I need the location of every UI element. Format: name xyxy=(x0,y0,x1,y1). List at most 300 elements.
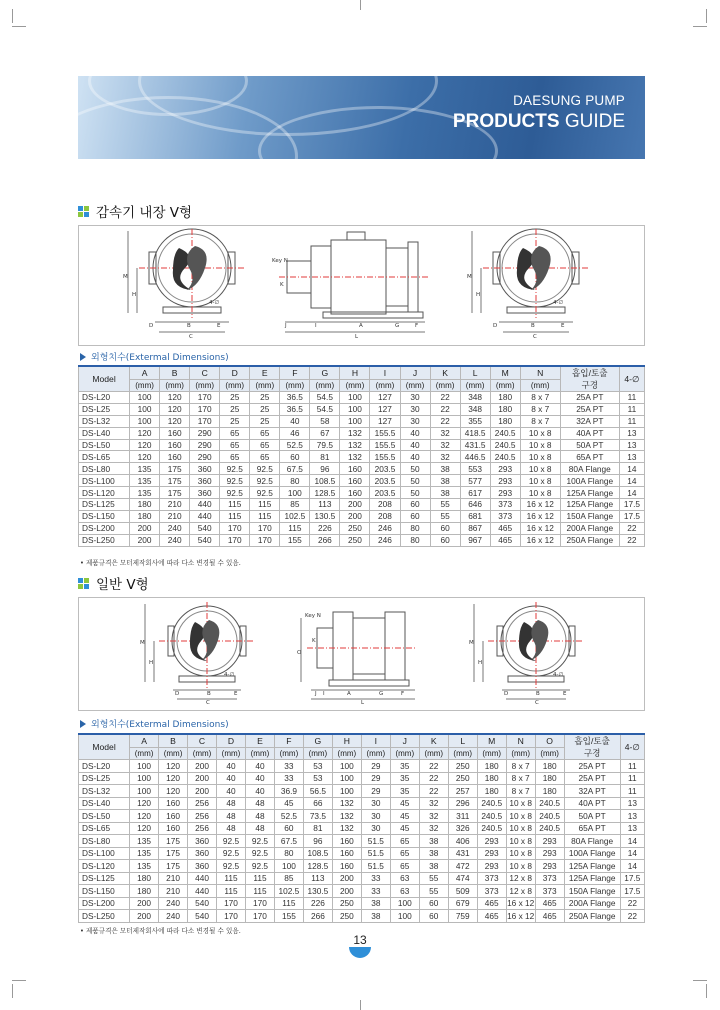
value-cell: 135 xyxy=(130,463,160,475)
value-cell: 40 xyxy=(245,760,274,773)
value-cell: 293 xyxy=(490,463,520,475)
value-cell: 180 xyxy=(477,785,506,798)
value-cell: 135 xyxy=(130,487,160,499)
value-cell: 25A PT xyxy=(560,403,619,415)
unit-header: (mm) xyxy=(130,379,160,391)
value-cell: 50 xyxy=(400,487,430,499)
value-cell: 128.5 xyxy=(310,487,340,499)
svg-text:H: H xyxy=(149,660,154,666)
value-cell: 203.5 xyxy=(370,475,400,487)
value-cell: 180 xyxy=(477,760,506,773)
pump-diagram xyxy=(78,597,645,711)
value-cell: 100 xyxy=(390,910,419,923)
svg-text:M: M xyxy=(123,274,128,280)
value-cell: 46 xyxy=(280,427,310,439)
value-cell: 360 xyxy=(188,835,217,848)
value-cell: 11 xyxy=(620,785,644,798)
value-cell: 36.5 xyxy=(280,403,310,415)
value-cell: 472 xyxy=(448,860,477,873)
pump-diagram xyxy=(78,225,645,346)
crop-mark xyxy=(12,980,26,981)
value-cell: 160 xyxy=(160,427,190,439)
value-cell: 125A Flange xyxy=(560,487,619,499)
column-header: O xyxy=(535,734,564,747)
value-cell: 17.5 xyxy=(620,885,644,898)
value-cell: 22 xyxy=(430,415,460,427)
value-cell: 14 xyxy=(620,860,644,873)
value-cell: 246 xyxy=(370,522,400,534)
column-header: C xyxy=(188,734,217,747)
unit-header: (mm) xyxy=(250,379,280,391)
svg-text:I: I xyxy=(323,691,325,697)
crop-mark xyxy=(360,0,361,10)
value-cell: 38 xyxy=(361,897,390,910)
value-cell: 132 xyxy=(340,451,370,463)
value-cell: 208 xyxy=(370,499,400,511)
value-cell: 14 xyxy=(619,475,644,487)
table-row xyxy=(79,403,645,415)
value-cell: 35 xyxy=(390,772,419,785)
column-header: C xyxy=(190,366,220,379)
value-cell: 373 xyxy=(477,885,506,898)
value-cell: 80 xyxy=(274,847,303,860)
model-cell: DS-L40 xyxy=(79,797,130,810)
crop-mark xyxy=(693,26,707,27)
value-cell: 465 xyxy=(477,910,506,923)
column-header: M xyxy=(490,366,520,379)
svg-text:K: K xyxy=(312,638,316,644)
unit-header: (mm) xyxy=(303,747,332,759)
svg-text:E: E xyxy=(217,323,221,329)
value-cell: 120 xyxy=(160,415,190,427)
value-cell: 120 xyxy=(130,451,160,463)
value-cell: 36.9 xyxy=(274,785,303,798)
table-row xyxy=(79,822,645,835)
table-row xyxy=(79,499,645,511)
value-cell: 170 xyxy=(220,522,250,534)
value-cell: 440 xyxy=(188,872,217,885)
value-cell: 100A Flange xyxy=(564,847,620,860)
value-cell: 60 xyxy=(280,451,310,463)
svg-text:G: G xyxy=(379,691,384,697)
value-cell: 16 x 12 xyxy=(520,534,560,546)
value-cell: 120 xyxy=(130,439,160,451)
value-cell: 170 xyxy=(190,403,220,415)
value-cell: 55 xyxy=(430,499,460,511)
value-cell: 115 xyxy=(245,872,274,885)
value-cell: 45 xyxy=(390,810,419,823)
page-number: 13 xyxy=(353,933,367,947)
footnote: • 제품규격은 모터제작회사에 따라 다소 변경될 수 있음. xyxy=(80,559,241,567)
value-cell: 127 xyxy=(370,403,400,415)
column-header: J xyxy=(400,366,430,379)
table-row xyxy=(79,835,645,848)
unit-header: (mm) xyxy=(190,379,220,391)
value-cell: 100 xyxy=(130,785,159,798)
value-cell: 170 xyxy=(250,534,280,546)
brand-name: DAESUNG PUMP xyxy=(513,93,625,108)
value-cell: 180 xyxy=(130,499,160,511)
value-cell: 175 xyxy=(159,835,188,848)
value-cell: 100 xyxy=(340,403,370,415)
value-cell: 65 xyxy=(220,427,250,439)
value-cell: 132 xyxy=(332,810,361,823)
value-cell: 10 x 8 xyxy=(506,847,535,860)
value-cell: 160 xyxy=(332,847,361,860)
value-cell: 13 xyxy=(619,427,644,439)
value-cell: 293 xyxy=(490,487,520,499)
value-cell: 100 xyxy=(332,785,361,798)
value-cell: 22 xyxy=(419,785,448,798)
column-header: K xyxy=(419,734,448,747)
value-cell: 55 xyxy=(419,885,448,898)
value-cell: 180 xyxy=(490,415,520,427)
unit-header: (mm) xyxy=(520,379,560,391)
value-cell: 293 xyxy=(490,475,520,487)
value-cell: 113 xyxy=(303,872,332,885)
value-cell: 180 xyxy=(477,772,506,785)
value-cell: 40 xyxy=(280,415,310,427)
model-cell: DS-L50 xyxy=(79,810,130,823)
value-cell: 115 xyxy=(250,499,280,511)
value-cell: 48 xyxy=(245,797,274,810)
value-cell: 160 xyxy=(332,860,361,873)
unit-header: (mm) xyxy=(159,747,188,759)
svg-text:E: E xyxy=(234,691,238,697)
value-cell: 160 xyxy=(160,451,190,463)
column-header: L xyxy=(448,734,477,747)
section-title: 일반 V형 xyxy=(78,573,149,593)
svg-text:D: D xyxy=(493,323,498,329)
value-cell: 60 xyxy=(274,822,303,835)
value-cell: 180 xyxy=(490,392,520,404)
value-cell: 10 x 8 xyxy=(520,427,560,439)
value-cell: 10 x 8 xyxy=(520,463,560,475)
value-cell: 40 xyxy=(217,785,246,798)
header-banner xyxy=(78,76,645,159)
value-cell: 40 xyxy=(245,772,274,785)
value-cell: 65 xyxy=(390,835,419,848)
value-cell: 48 xyxy=(245,822,274,835)
value-cell: 240.5 xyxy=(490,427,520,439)
crop-mark xyxy=(12,26,26,27)
value-cell: 8 x 7 xyxy=(520,392,560,404)
value-cell: 14 xyxy=(619,487,644,499)
table-row xyxy=(79,760,645,773)
value-cell: 51.5 xyxy=(361,860,390,873)
value-cell: 293 xyxy=(535,847,564,860)
value-cell: 22 xyxy=(619,534,644,546)
unit-header: (mm) xyxy=(280,379,310,391)
value-cell: 38 xyxy=(430,463,460,475)
value-cell: 465 xyxy=(490,534,520,546)
value-cell: 8 x 7 xyxy=(520,403,560,415)
value-cell: 155 xyxy=(280,534,310,546)
value-cell: 170 xyxy=(245,897,274,910)
value-cell: 293 xyxy=(535,860,564,873)
svg-text:L: L xyxy=(355,334,359,340)
crop-mark xyxy=(706,984,707,998)
value-cell: 293 xyxy=(477,835,506,848)
model-cell: DS-L25 xyxy=(79,772,130,785)
value-cell: 160 xyxy=(340,475,370,487)
value-cell: 250A Flange xyxy=(560,534,619,546)
value-cell: 577 xyxy=(460,475,490,487)
triangle-icon xyxy=(80,720,86,728)
svg-text:H: H xyxy=(476,292,481,298)
svg-text:H: H xyxy=(478,660,483,666)
page-tab xyxy=(349,947,371,958)
svg-text:F: F xyxy=(415,323,419,329)
table-row xyxy=(79,885,645,898)
value-cell: 250 xyxy=(340,534,370,546)
value-cell: 418.5 xyxy=(460,427,490,439)
value-cell: 293 xyxy=(535,835,564,848)
triangle-icon xyxy=(80,353,86,361)
value-cell: 17.5 xyxy=(620,872,644,885)
value-cell: 240.5 xyxy=(477,797,506,810)
value-cell: 50A PT xyxy=(560,439,619,451)
value-cell: 155 xyxy=(274,910,303,923)
value-cell: 36.5 xyxy=(280,392,310,404)
value-cell: 360 xyxy=(188,847,217,860)
value-cell: 210 xyxy=(159,872,188,885)
value-cell: 967 xyxy=(460,534,490,546)
value-cell: 465 xyxy=(477,897,506,910)
svg-text:Key N: Key N xyxy=(272,258,288,264)
value-cell: 540 xyxy=(190,522,220,534)
value-cell: 53 xyxy=(303,772,332,785)
value-cell: 35 xyxy=(390,760,419,773)
table-row xyxy=(79,463,645,475)
value-cell: 120 xyxy=(130,822,159,835)
model-cell: DS-L50 xyxy=(79,439,130,451)
value-cell: 150A Flange xyxy=(560,510,619,522)
model-cell: DS-L120 xyxy=(79,487,130,499)
value-cell: 67.5 xyxy=(280,463,310,475)
value-cell: 120 xyxy=(130,427,160,439)
value-cell: 465 xyxy=(535,897,564,910)
column-header: D xyxy=(217,734,246,747)
column-header: B xyxy=(160,366,190,379)
table-row xyxy=(79,427,645,439)
unit-header: (mm) xyxy=(477,747,506,759)
model-header: Model xyxy=(79,366,130,392)
value-cell: 240.5 xyxy=(477,822,506,835)
value-cell: 50A PT xyxy=(564,810,620,823)
value-cell: 290 xyxy=(190,427,220,439)
value-cell: 200 xyxy=(332,885,361,898)
value-cell: 32A PT xyxy=(560,415,619,427)
value-cell: 22 xyxy=(430,403,460,415)
value-cell: 120 xyxy=(159,772,188,785)
value-cell: 100 xyxy=(130,760,159,773)
value-cell: 240.5 xyxy=(535,810,564,823)
value-cell: 48 xyxy=(217,810,246,823)
value-cell: 100 xyxy=(390,897,419,910)
value-cell: 96 xyxy=(303,835,332,848)
value-cell: 11 xyxy=(619,403,644,415)
value-cell: 474 xyxy=(448,872,477,885)
value-cell: 10 x 8 xyxy=(506,835,535,848)
svg-text:A: A xyxy=(359,323,363,329)
value-cell: 155.5 xyxy=(370,439,400,451)
value-cell: 240.5 xyxy=(490,439,520,451)
value-cell: 22 xyxy=(430,392,460,404)
column-header: E xyxy=(245,734,274,747)
value-cell: 60 xyxy=(430,534,460,546)
value-cell: 65 xyxy=(220,451,250,463)
svg-text:M: M xyxy=(140,640,145,646)
value-cell: 13 xyxy=(620,822,644,835)
value-cell: 240.5 xyxy=(477,810,506,823)
value-cell: 240 xyxy=(159,910,188,923)
svg-text:H: H xyxy=(132,292,137,298)
value-cell: 266 xyxy=(310,534,340,546)
value-cell: 250 xyxy=(340,522,370,534)
value-cell: 32 xyxy=(430,427,460,439)
value-cell: 373 xyxy=(535,885,564,898)
model-cell: DS-L100 xyxy=(79,475,130,487)
value-cell: 296 xyxy=(448,797,477,810)
model-cell: DS-L125 xyxy=(79,499,130,511)
value-cell: 240 xyxy=(160,534,190,546)
unit-header: (mm) xyxy=(130,747,159,759)
value-cell: 65 xyxy=(390,847,419,860)
value-cell: 30 xyxy=(400,392,430,404)
value-cell: 256 xyxy=(188,810,217,823)
unit-header: (mm) xyxy=(430,379,460,391)
value-cell: 92.5 xyxy=(220,463,250,475)
table-row xyxy=(79,810,645,823)
value-cell: 203.5 xyxy=(370,463,400,475)
value-cell: 180 xyxy=(535,760,564,773)
value-cell: 100 xyxy=(332,772,361,785)
value-cell: 125A Flange xyxy=(564,872,620,885)
value-cell: 92.5 xyxy=(250,487,280,499)
value-cell: 60 xyxy=(430,522,460,534)
svg-text:C: C xyxy=(533,334,537,340)
value-cell: 311 xyxy=(448,810,477,823)
value-cell: 40A PT xyxy=(564,797,620,810)
value-cell: 250 xyxy=(448,772,477,785)
value-cell: 100 xyxy=(130,415,160,427)
value-cell: 200A Flange xyxy=(564,897,620,910)
unit-header: (mm) xyxy=(340,379,370,391)
value-cell: 14 xyxy=(620,847,644,860)
column-header: E xyxy=(250,366,280,379)
value-cell: 160 xyxy=(340,487,370,499)
value-cell: 170 xyxy=(250,522,280,534)
value-cell: 38 xyxy=(430,487,460,499)
column-header: H xyxy=(332,734,361,747)
value-cell: 32 xyxy=(419,810,448,823)
table-row xyxy=(79,872,645,885)
unit-header: (mm) xyxy=(220,379,250,391)
value-cell: 290 xyxy=(190,451,220,463)
value-cell: 92.5 xyxy=(217,860,246,873)
value-cell: 446.5 xyxy=(460,451,490,463)
svg-text:D: D xyxy=(504,691,509,697)
value-cell: 679 xyxy=(448,897,477,910)
value-cell: 10 x 8 xyxy=(520,487,560,499)
value-cell: 65A PT xyxy=(560,451,619,463)
value-cell: 200A Flange xyxy=(560,522,619,534)
table-row xyxy=(79,847,645,860)
svg-text:4-∅: 4-∅ xyxy=(553,672,564,678)
value-cell: 29 xyxy=(361,760,390,773)
column-header: N xyxy=(506,734,535,747)
value-cell: 200 xyxy=(130,522,160,534)
column-header: B xyxy=(159,734,188,747)
page-title: PRODUCTS GUIDE xyxy=(452,111,625,132)
table-row xyxy=(79,475,645,487)
value-cell: 38 xyxy=(419,860,448,873)
crop-mark xyxy=(706,9,707,23)
value-cell: 348 xyxy=(460,403,490,415)
value-cell: 100 xyxy=(130,772,159,785)
model-cell: DS-L20 xyxy=(79,392,130,404)
model-cell: DS-L32 xyxy=(79,415,130,427)
unit-header: (mm) xyxy=(390,747,419,759)
model-cell: DS-L65 xyxy=(79,822,130,835)
value-cell: 65 xyxy=(220,439,250,451)
column-header: F xyxy=(274,734,303,747)
value-cell: 32 xyxy=(419,822,448,835)
value-cell: 8 x 7 xyxy=(506,785,535,798)
table-row xyxy=(79,910,645,923)
model-cell: DS-L200 xyxy=(79,897,130,910)
unit-header: (mm) xyxy=(274,747,303,759)
value-cell: 38 xyxy=(361,910,390,923)
value-cell: 115 xyxy=(280,522,310,534)
value-cell: 12 x 8 xyxy=(506,885,535,898)
value-cell: 440 xyxy=(190,510,220,522)
value-cell: 540 xyxy=(188,910,217,923)
value-cell: 759 xyxy=(448,910,477,923)
model-cell: DS-L150 xyxy=(79,885,130,898)
section-title: 감속기 내장 V형 xyxy=(78,201,192,221)
value-cell: 22 xyxy=(619,522,644,534)
value-cell: 40A PT xyxy=(560,427,619,439)
unit-header: (mm) xyxy=(400,379,430,391)
value-cell: 266 xyxy=(303,910,332,923)
value-cell: 360 xyxy=(190,487,220,499)
model-cell: DS-L20 xyxy=(79,760,130,773)
unit-header: (mm) xyxy=(370,379,400,391)
value-cell: 125A Flange xyxy=(564,860,620,873)
table-row xyxy=(79,510,645,522)
value-cell: 355 xyxy=(460,415,490,427)
value-cell: 180 xyxy=(490,403,520,415)
unit-header: (mm) xyxy=(188,747,217,759)
value-cell: 200 xyxy=(188,785,217,798)
value-cell: 48 xyxy=(245,810,274,823)
value-cell: 200 xyxy=(130,910,159,923)
value-cell: 11 xyxy=(620,772,644,785)
value-cell: 175 xyxy=(160,463,190,475)
value-cell: 40 xyxy=(217,772,246,785)
svg-text:E: E xyxy=(561,323,565,329)
value-cell: 58 xyxy=(310,415,340,427)
value-cell: 130.5 xyxy=(303,885,332,898)
value-cell: 40 xyxy=(400,451,430,463)
value-cell: 8 x 7 xyxy=(506,772,535,785)
value-cell: 65 xyxy=(250,451,280,463)
value-cell: 440 xyxy=(188,885,217,898)
squares-icon xyxy=(78,206,89,217)
value-cell: 65A PT xyxy=(564,822,620,835)
